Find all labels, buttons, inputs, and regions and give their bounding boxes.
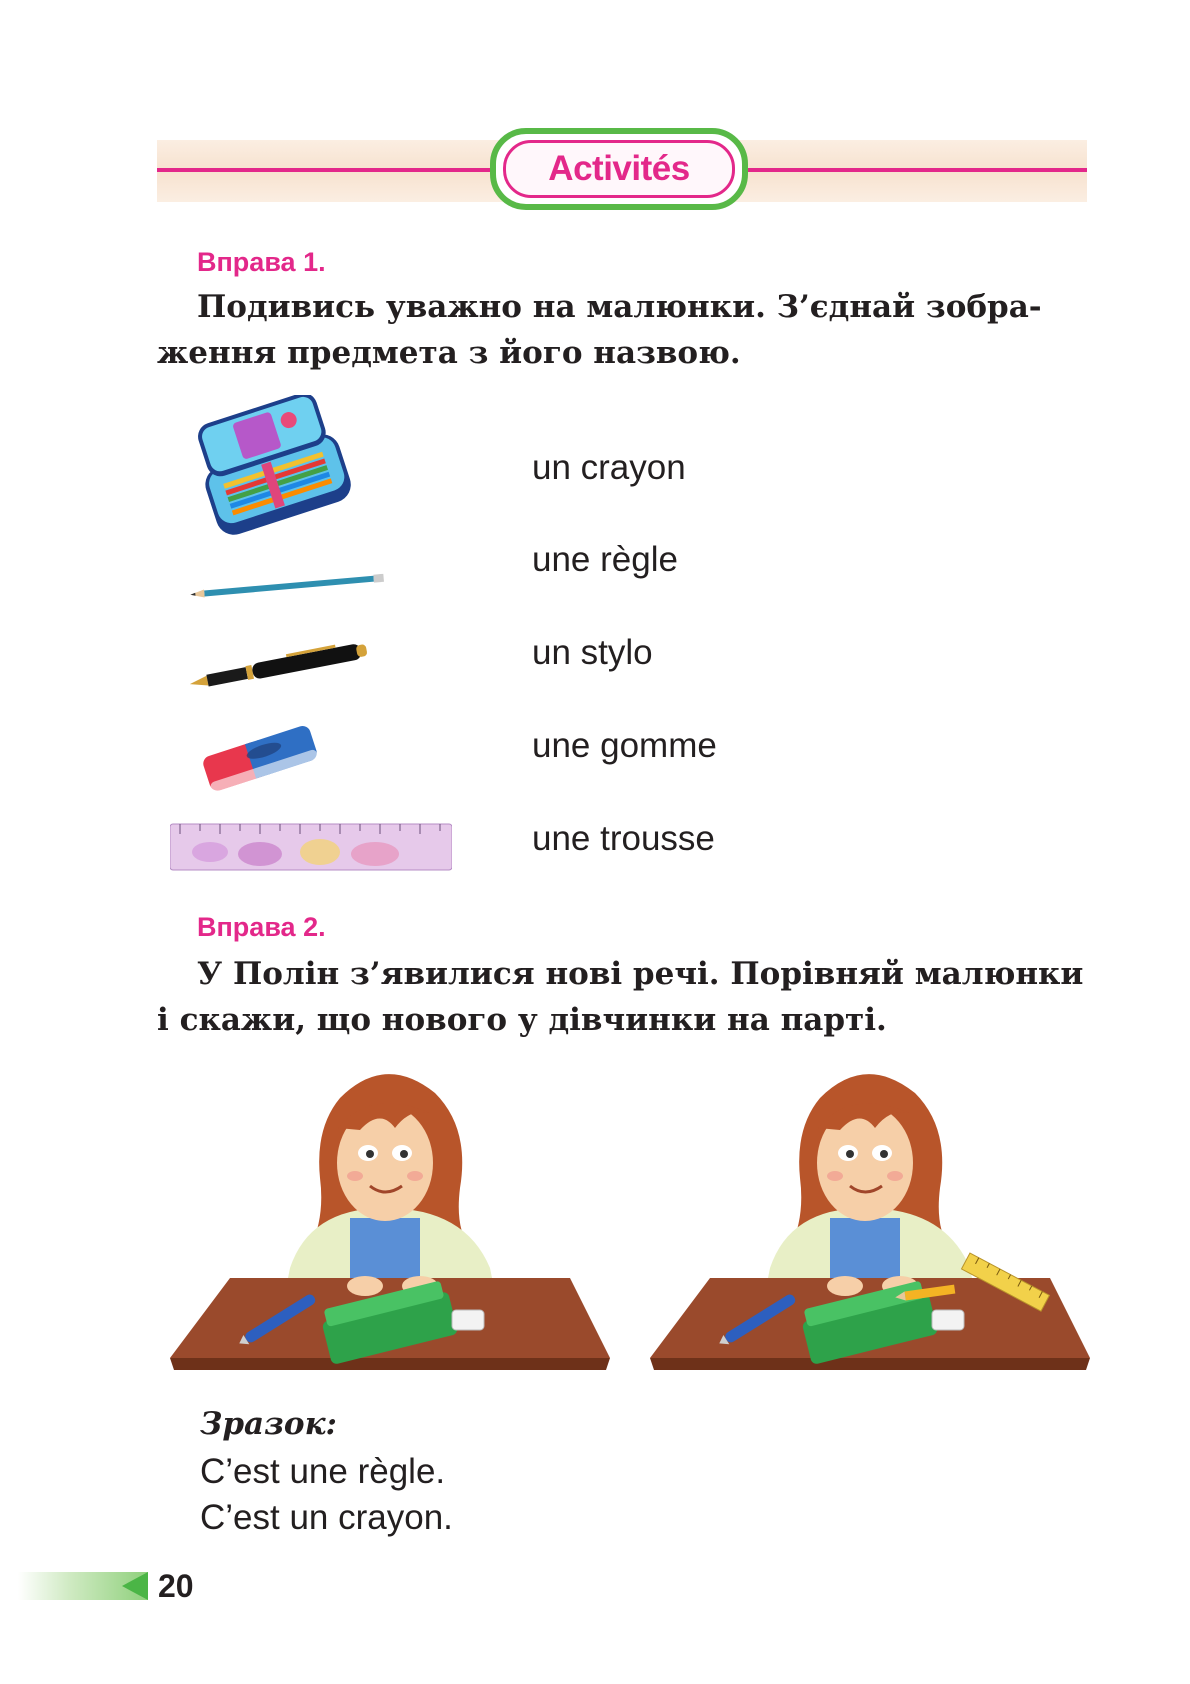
exercise-1-instructions xyxy=(157,284,1087,376)
eraser-image xyxy=(196,718,326,798)
exercise-1-line-2: ження предмета з його назвою. xyxy=(157,335,741,371)
exercise-1-line-1: Подивись уважно на малюнки. З’єднай зобра- xyxy=(197,289,1042,325)
word-une-gomme[interactable]: une gomme xyxy=(532,726,717,765)
page-number: 20 xyxy=(158,1568,194,1604)
ruler-image xyxy=(170,822,452,872)
pencil-case-image xyxy=(195,395,355,555)
word-une-regle[interactable]: une règle xyxy=(532,540,678,579)
girl-at-desk-after-image xyxy=(650,1058,1090,1378)
word-un-stylo[interactable]: un stylo xyxy=(532,633,653,672)
exercise-2-title: Вправа 2. xyxy=(197,912,326,942)
word-une-trousse[interactable]: une trousse xyxy=(532,819,715,858)
footer-arrow-icon xyxy=(122,1572,148,1600)
sample-line-2: C’est un crayon. xyxy=(200,1498,453,1537)
exercise-2-instructions xyxy=(157,951,1087,1043)
exercise-2-line-1: У Полін з’явилися нові речі. Порівняй малюнки xyxy=(197,956,1084,992)
sample-label: Зразок: xyxy=(200,1406,338,1442)
header-badge xyxy=(490,128,748,210)
pen-image xyxy=(188,640,388,690)
exercise-2-line-2: і скажи, що нового у дівчинки на парті. xyxy=(157,1002,887,1038)
word-un-crayon[interactable]: un crayon xyxy=(532,448,686,487)
exercise-1-title: Вправа 1. xyxy=(197,247,326,277)
sample-line-1: C’est une règle. xyxy=(200,1452,446,1491)
pencil-image xyxy=(190,566,390,606)
girl-at-desk-before-image xyxy=(170,1058,610,1378)
section-title: Activités xyxy=(503,140,735,198)
